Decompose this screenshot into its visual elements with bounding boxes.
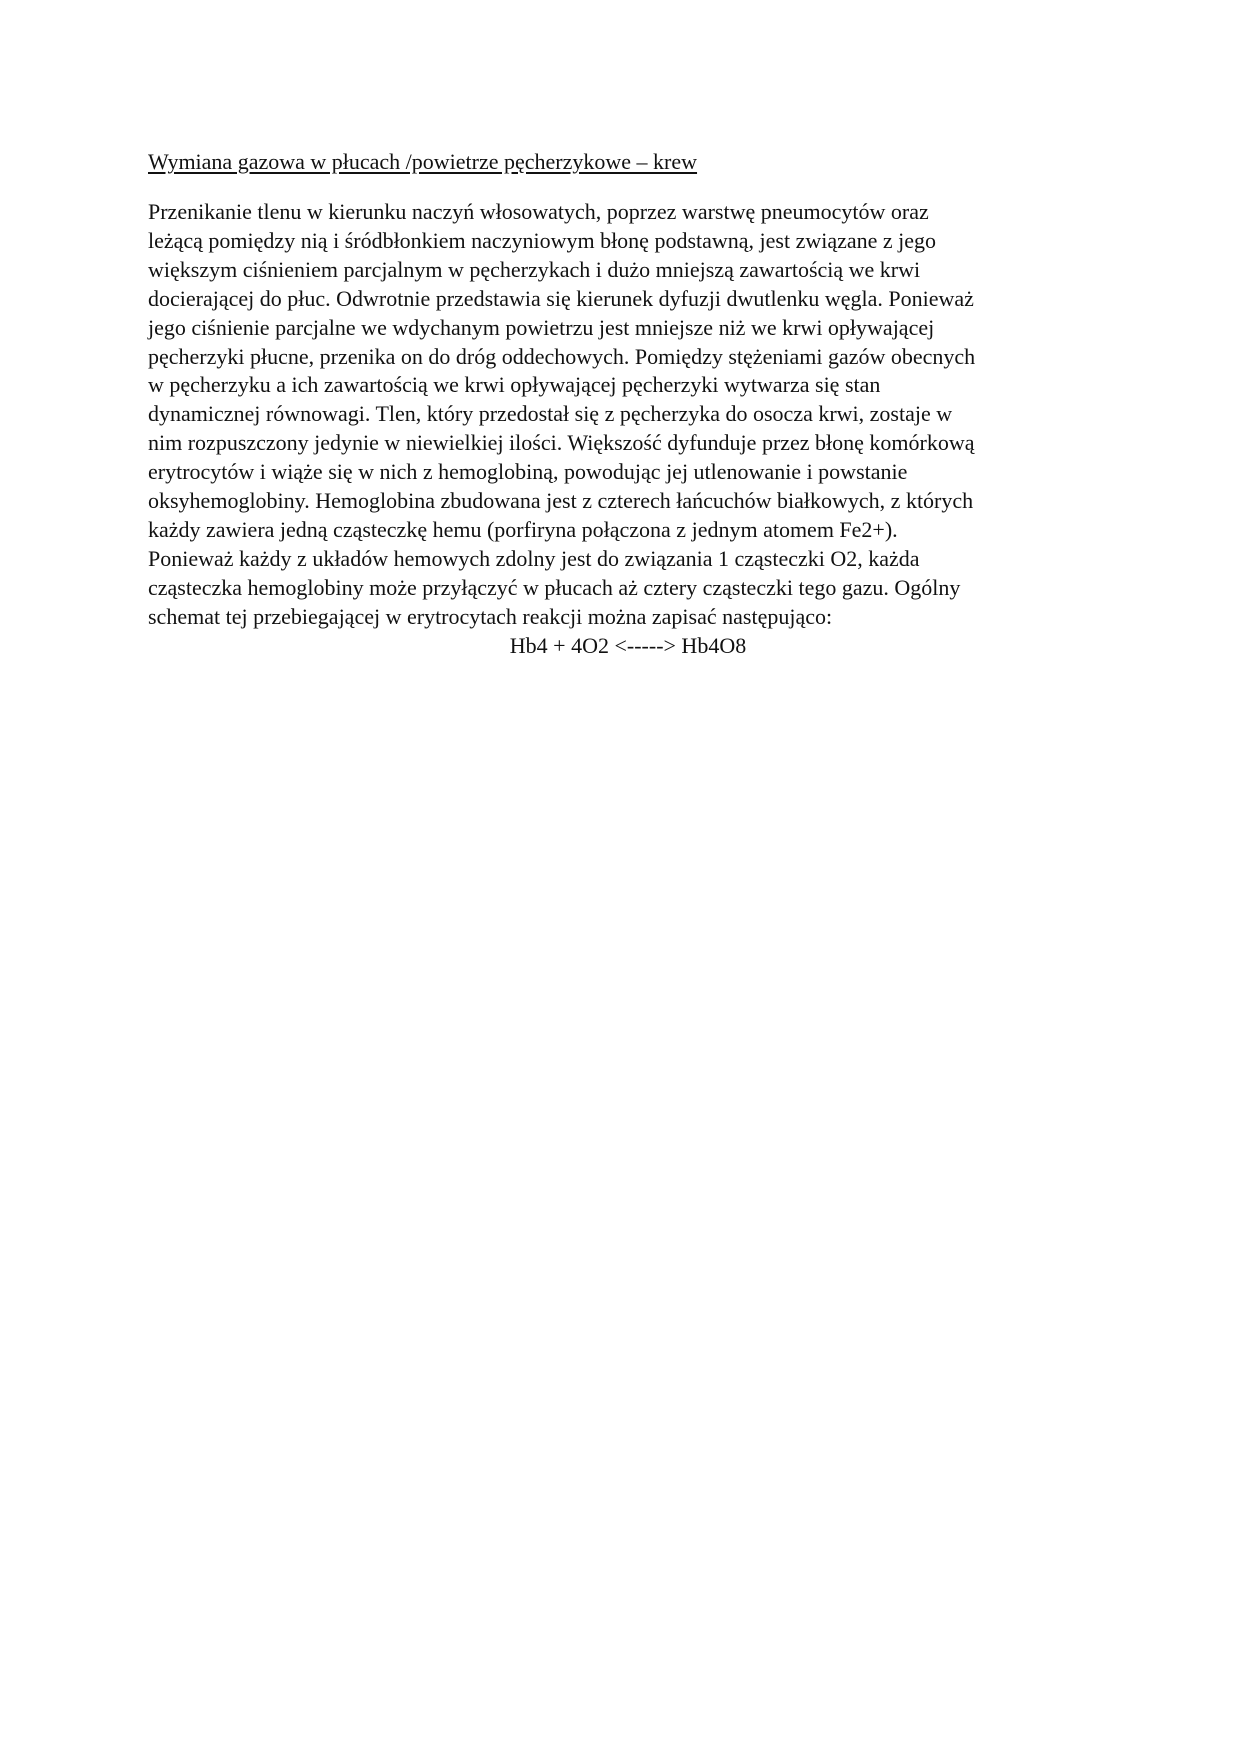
paragraph-line: nim rozpuszczony jedynie w niewielkiej ilości. Większość dyfunduje przez błonę komórkową <box>148 430 975 456</box>
paragraph-line: oksyhemoglobiny. Hemoglobina zbudowana jest z czterech łańcuchów białkowych, z których <box>148 488 974 514</box>
body-paragraph <box>148 198 1088 632</box>
document-title: Wymiana gazowa w płucach /powietrze pęcherzykowe – krew <box>148 149 698 174</box>
paragraph-line: pęcherzyki płucne, przenika on do dróg oddechowych. Pomiędzy stężeniami gazów obecnych <box>148 343 976 369</box>
paragraph-line: erytrocytów i wiąże się w nich z hemoglobiną, powodując jej utlenowanie i powstanie <box>148 459 908 485</box>
paragraph-line: w pęcherzyku a ich zawartością we krwi opływającej pęcherzyki wytwarza się stan <box>148 372 881 398</box>
paragraph-line: dynamicznej równowagi. Tlen, który przedostał się z pęcherzyka do osocza krwi, zostaje w <box>148 401 953 427</box>
reaction-formula: Hb4 + 4O2 <-----> Hb4O8 <box>509 632 747 658</box>
paragraph-line: schemat tej przebiegającej w erytrocytach reakcji można zapisać następująco: <box>148 603 833 629</box>
document-content <box>148 147 1088 661</box>
paragraph-line: Przenikanie tlenu w kierunku naczyń włosowatych, poprzez warstwę pneumocytów oraz <box>148 199 929 224</box>
paragraph-line: każdy zawiera jedną cząsteczkę hemu (porfiryna połączona z jednym atomem Fe2+). <box>148 516 898 542</box>
paragraph-line: Ponieważ każdy z układów hemowych zdolny jest do związania 1 cząsteczki O2, każda <box>148 545 920 571</box>
paragraph-line: leżącą pomiędzy nią i śródbłonkiem naczyniowym błonę podstawną, jest związane z jego <box>148 227 937 253</box>
paragraph-line: jego ciśnienie parcjalne we wdychanym powietrzu jest mniejsze niż we krwi opływającej <box>148 314 935 340</box>
paragraph-line: cząsteczka hemoglobiny może przyłączyć w płucach aż cztery cząsteczki tego gazu. Ogólny <box>148 574 961 600</box>
paragraph-line: docierającej do płuc. Odwrotnie przedstawia się kierunek dyfuzji dwutlenku węgla. Ponieważ <box>148 285 974 311</box>
paragraph-line: większym ciśnieniem parcjalnym w pęcherzykach i dużo mniejszą zawartością we krwi <box>148 256 921 282</box>
